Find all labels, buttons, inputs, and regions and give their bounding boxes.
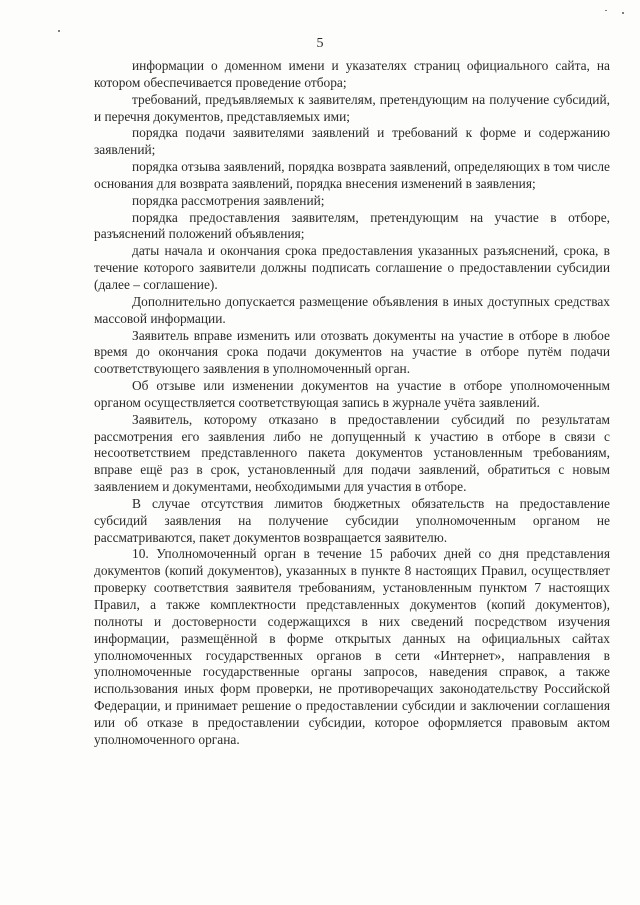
paragraph: порядка предоставления заявителям, претендующим на участие в отборе, разъяснений положений объявления; [94,209,610,242]
paragraph: Заявитель вправе изменить или отозвать документы на участие в отборе в любое время до окончания срока подачи документов на участие в отборе путём подачи соответствующего заявления в уполномоченный орган. [94,327,610,377]
scan-speck [622,12,624,14]
paragraph: Дополнительно допускается размещение объявления в иных доступных средствах массовой информации. [94,293,610,326]
paragraph: 10. Уполномоченный орган в течение 15 рабочих дней со дня представления документов (копий документов), указанных в пункте 8 настоящих Правил, осуществляет проверку соответствия заявителя требованиям, установленным пунктом 7 настоящих Правил, а также комплектности представленных документов (копий документов), полноты и достоверности содержащихся в них сведений посредством изучения информации, размещённой в форме открытых данных на официальных сайтах уполномоченных государственных органов в сети «Интернет», направления в уполномоченные государственные органы запросов, наведения справок, а также использования иных форм проверки, не противоречащих законодательству Российской Федерации, и принимает решение о предоставлении субсидии и заключении соглашения или об отказе в предоставлении субсидии, которое оформляется правовым актом уполномоченного органа. [94,546,610,747]
paragraph: В случае отсутствия лимитов бюджетных обязательств на предоставление субсидий заявления на получение субсидии уполномоченным органом не рассматриваются, пакет документов возвращается заявителю. [94,495,610,545]
paragraph: даты начала и окончания срока предоставления указанных разъяснений, срока, в течение которого заявители должны подписать соглашение о предоставлении субсидии (далее – соглашение). [94,243,610,292]
paragraph: Об отзыве или изменении документов на участие в отборе уполномоченным органом осуществляется соответствующая запись в журнале учёта заявлений. [94,378,610,410]
paragraph: порядка рассмотрения заявлений; [132,192,325,208]
paragraph: порядка подачи заявителями заявлений и требований к форме и содержанию заявлений; [94,125,610,158]
body-text [94,58,610,749]
paragraph: Заявитель, которому отказано в предоставлении субсидий по результатам рассмотрения его заявления либо не допущенный к участию в отборе в связи с несоответствием представленного пакета документов установленным требованиям, вправе ещё раз в срок, установленный для подачи заявлений, обратиться с новым заявлением и документами, необходимыми для участия в отборе. [94,411,610,495]
paragraph: порядка отзыва заявлений, порядка возврата заявлений, определяющих в том числе основания для возврата заявлений, порядка внесения изменений в заявления; [94,159,610,191]
page-number: 5 [316,36,324,51]
scan-speck [605,10,607,11]
scan-speck [58,30,60,32]
paragraph: требований, предъявляемых к заявителям, претендующим на получение субсидий, и перечня документов, представляемых ими; [94,91,610,124]
paragraph: информации о доменном имени и указателях страниц официального сайта, на котором обеспечивается проведение отбора; [94,58,610,90]
